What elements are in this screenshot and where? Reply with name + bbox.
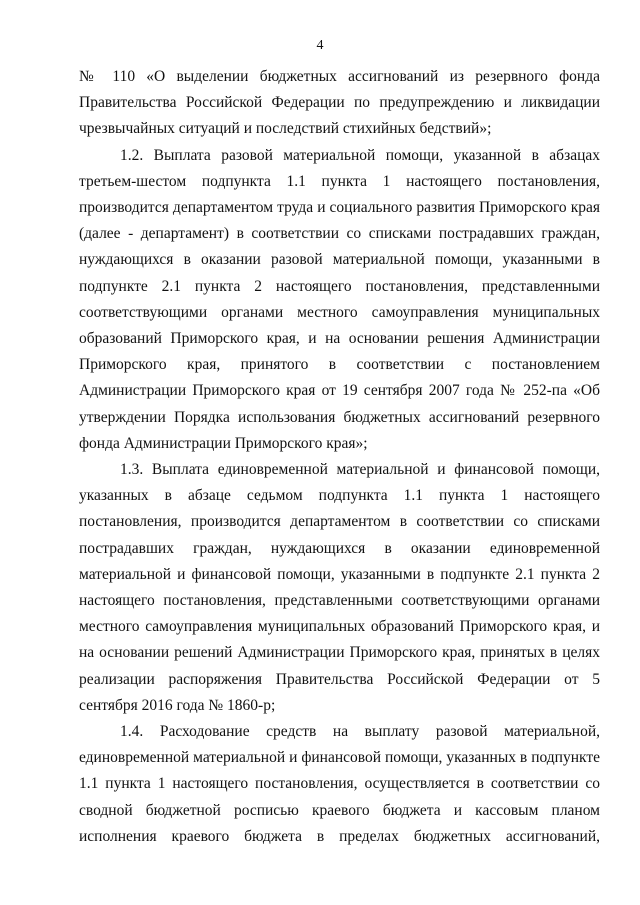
text-line: исполнения краевого бюджета в пределах бюджетных ассигнований, — [79, 827, 600, 845]
text-line: подпункте 2.1 пункта 2 настоящего постановления, представленными — [79, 277, 600, 295]
text-line: граждан, нуждающихся в оказании единовременной материальной и — [79, 539, 601, 583]
paragraph-1-3 — [79, 457, 600, 719]
text-line: (далее - департамент) в соответствии со списками пострадавших граждан, — [79, 225, 600, 243]
text-line: чрезвычайных ситуаций и последствий стихийных бедствий»; — [79, 120, 492, 138]
text-line: № 110 «О выделении бюджетных ассигнований из резервного фонда — [79, 68, 600, 85]
text-line: Приморского края, принятого в соответствии с постановлением — [79, 356, 600, 374]
text-line: 1.3. Выплата единовременной материальной и финансовой помощи, — [120, 461, 600, 479]
text-line: самоуправления муниципальных образований Приморского края, и на — [79, 618, 600, 662]
text-line: реализации распоряжения Правительства Российской Федерации от 5 сентября — [79, 670, 600, 714]
text-line: 1.1 пункта 1 настоящего постановления, осуществляется в соответствии со — [79, 775, 600, 793]
text-line: указанных в абзаце седьмом подпункта 1.1 пункта 1 настоящего постановления, — [79, 487, 600, 531]
text-line: образований Приморского края, и на основании решения Администрации — [79, 330, 600, 348]
text-line: 1.4. Расходование средств на выплату разовой материальной, — [120, 723, 600, 741]
text-line: 2016 года № 1860-р; — [141, 696, 276, 714]
document-body — [79, 64, 600, 850]
text-line: финансовой помощи, указанными в подпункте 2.1 пункта 2 настоящего — [79, 565, 600, 610]
text-line: постановления, представленными соответствующими органами местного — [79, 592, 601, 636]
text-line: производится департаментом труда и социального развития Приморского края — [79, 199, 600, 217]
text-line: Правительства Российской Федерации по предупреждению и ликвидации — [79, 94, 600, 112]
text-line: основании решений Администрации Приморского края, принятых в целях — [99, 644, 601, 662]
text-line: нуждающихся в оказании разовой материальной помощи, указанными в — [79, 251, 600, 269]
paragraph-1-4 — [79, 719, 600, 850]
text-line: «Об утверждении Порядка использования бюджетных ассигнований резервного — [79, 382, 600, 426]
paragraph-continuation — [79, 64, 600, 143]
paragraph-1-2 — [79, 143, 600, 457]
text-line: Администрации Приморского края от 19 сентября 2007 года № 252-па — [79, 382, 567, 400]
text-line: производится департаментом в соответствии со списками пострадавших — [79, 513, 601, 557]
text-line: 1.2. Выплата разовой материальной помощи, указанной — [120, 146, 522, 164]
text-line: сводной бюджетной росписью краевого бюджета и кассовым планом — [79, 801, 600, 819]
text-line: фонда Администрации Приморского края»; — [79, 434, 368, 452]
text-line: единовременной материальной и финансовой помощи, указанных в подпункте — [79, 749, 600, 767]
text-line: соответствующими органами местного самоуправления муниципальных — [79, 303, 600, 321]
page-number: 4 — [316, 38, 324, 53]
text-line: в абзацах третьем-шестом подпункта 1.1 пункта 1 настоящего постановления, — [79, 146, 600, 190]
